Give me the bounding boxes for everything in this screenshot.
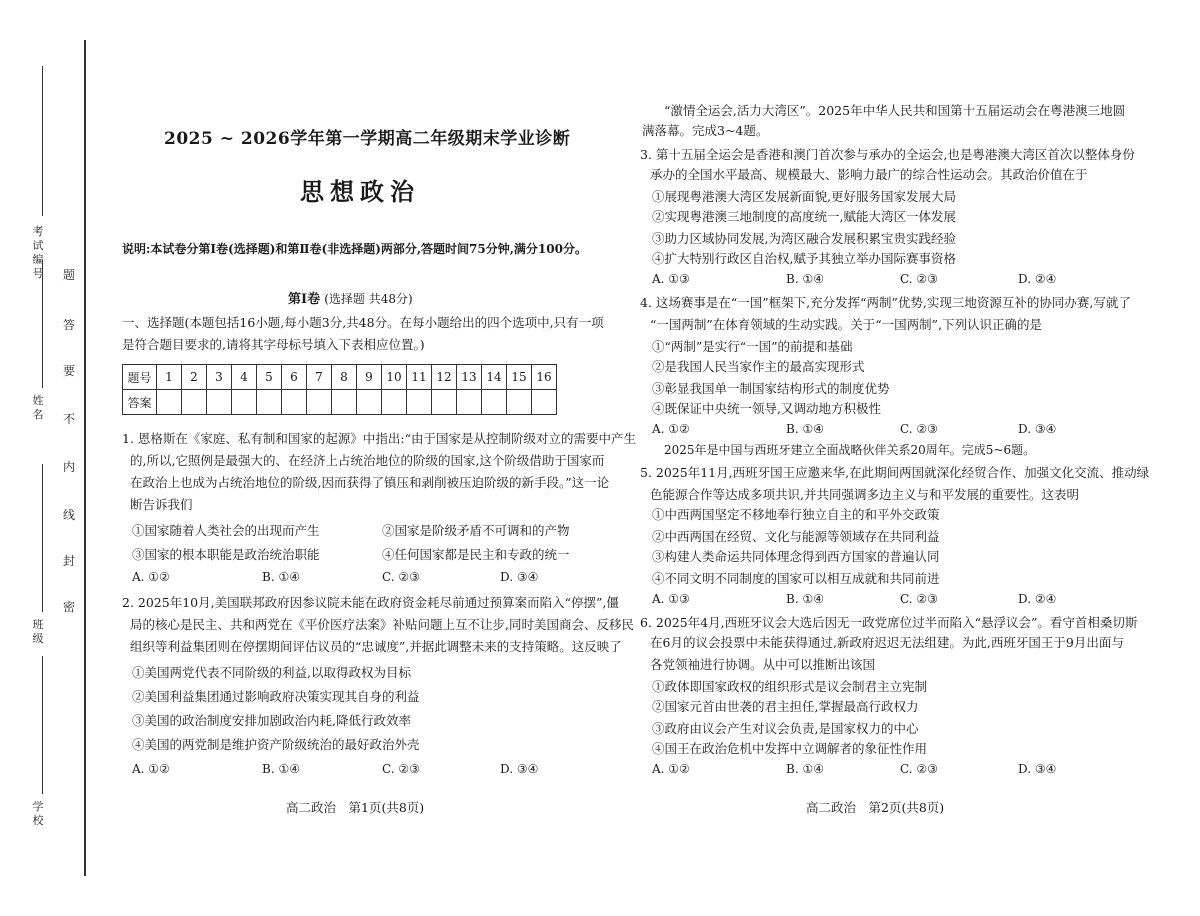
name-label: 姓 名 (32, 394, 44, 421)
q3-item: ①展现粤港澳大湾区发展新面貌,更好服务国家发展大局 (652, 189, 956, 204)
q4-item: ②是我国人民当家作主的最高实现形式 (652, 359, 865, 374)
exam-no-line (42, 66, 43, 216)
q3-item: ③助力区域协同发展,为湾区融合发展积累宝贵实践经验 (652, 231, 956, 246)
q2-item: ③美国的政治制度安排加剧政治内耗,降低行政效率 (132, 713, 411, 728)
table-header-cell: 答案 (123, 390, 157, 415)
page-footer-right: 高二政治 第2页(共8页) (806, 800, 945, 815)
q5-stem: 5. 2025年11月,西班牙国王应邀来华,在此期间两国就深化经贸合作、加强文化交流、推动绿 (640, 465, 1150, 480)
seal-char: 封 (62, 554, 75, 568)
question-number-cell: 7 (307, 365, 332, 390)
question-number-cell: 14 (482, 365, 507, 390)
answer-cell[interactable] (357, 390, 382, 415)
q3-choice-a[interactable]: A. ①③ (652, 272, 690, 286)
question-number-cell: 5 (257, 365, 282, 390)
school-line (42, 656, 43, 794)
class-line (42, 464, 43, 612)
q5-choice-b[interactable]: B. ①④ (786, 592, 824, 606)
question-number-cell: 9 (357, 365, 382, 390)
question-number-cell: 4 (232, 365, 257, 390)
q5-item: ①中西两国坚定不移地奉行独立自主的和平外交政策 (652, 507, 940, 522)
question-number-cell: 10 (382, 365, 407, 390)
q1-stem: 断告诉我们 (130, 497, 193, 512)
question-number-cell: 15 (507, 365, 532, 390)
answer-table-number-row (123, 365, 557, 390)
answer-cell[interactable] (157, 390, 182, 415)
subject-title: 思想政治 (300, 177, 420, 206)
answer-cell[interactable] (232, 390, 257, 415)
q1-item: ①国家随着人类社会的出现而产生 (132, 523, 320, 538)
q5-choice-d[interactable]: D. ②④ (1018, 592, 1057, 606)
question-number-cell: 2 (182, 365, 207, 390)
answer-table-answer-row (123, 390, 557, 415)
q3-choice-b[interactable]: B. ①④ (786, 272, 824, 286)
q6-item: ③政府由议会产生对议会负责,是国家权力的中心 (652, 721, 919, 736)
q3-choice-d[interactable]: D. ②④ (1018, 272, 1057, 286)
question-number-cell: 11 (407, 365, 432, 390)
question-number-cell: 16 (532, 365, 557, 390)
q1-stem: 在政治上也成为占统治地位的阶级,因而获得了镇压和剥削被压迫阶级的新手段。”这一论 (130, 475, 610, 490)
q6-choice-d[interactable]: D. ③④ (1018, 762, 1057, 776)
q4-choice-c[interactable]: C. ②③ (900, 422, 938, 436)
fold-line (84, 40, 86, 876)
q2-item: ②美国利益集团通过影响政府决策实现其自身的利益 (132, 689, 420, 704)
q2-stem: 2. 2025年10月,美国联邦政府因参议院未能在政府资金耗尽前通过预算案而陷入“停摆”,僵 (122, 595, 619, 610)
seal-char: 密 (62, 600, 75, 614)
answer-cell[interactable] (182, 390, 207, 415)
q1-choice-d[interactable]: D. ③④ (500, 570, 539, 584)
seal-char: 题 (62, 268, 75, 282)
answer-cell[interactable] (307, 390, 332, 415)
school-label: 学 校 (32, 800, 44, 827)
context-intro: 2025年是中国与西班牙建立全面战略伙伴关系20周年。完成5~6题。 (664, 443, 1036, 457)
part-intro-line: 一、选择题(本题包括16小题,每小题3分,共48分。在每小题给出的四个选项中,只有一项 (122, 315, 604, 330)
answer-table (122, 364, 557, 415)
q2-choice-a[interactable]: A. ①② (132, 762, 170, 776)
q5-item: ③构建人类命运共同体理念得到西方国家的普遍认同 (652, 549, 940, 564)
q6-item: ④国王在政治危机中发挥中立调解者的象征性作用 (652, 741, 928, 756)
answer-cell[interactable] (257, 390, 282, 415)
question-number-cell: 6 (282, 365, 307, 390)
question-number-cell: 3 (207, 365, 232, 390)
page-footer-left: 高二政治 第1页(共8页) (286, 800, 425, 815)
q4-stem: “一国两制”在体育领域的生动实践。关于“一国两制”,下列认识正确的是 (650, 317, 1043, 332)
seal-char: 线 (62, 508, 75, 522)
q1-stem: 的,所以,它照例是最强大的、在经济上占统治地位的阶级的国家,这个阶级借助于国家而 (130, 453, 605, 468)
answer-cell[interactable] (532, 390, 557, 415)
name-line (42, 260, 43, 388)
q6-choice-b[interactable]: B. ①④ (786, 762, 824, 776)
q4-item: ①“两制”是实行“一国”的前提和基础 (652, 339, 853, 354)
q5-item: ②中西两国在经贸、文化与能源等领域存在共同利益 (652, 529, 940, 544)
part-intro-line: 是符合题目要求的,请将其字母标号填入下表相应位置。) (122, 337, 425, 352)
q2-choice-c[interactable]: C. ②③ (382, 762, 420, 776)
q1-stem: 1. 恩格斯在《家庭、私有制和国家的起源》中指出:“由于国家是从控制阶级对立的需要中产生 (122, 431, 637, 446)
q6-stem: 各党领袖进行协调。从中可以推断出该国 (650, 657, 876, 672)
q5-item: ④不同文明不同制度的国家可以相互成就和共同前进 (652, 571, 940, 586)
q3-stem: 3. 第十五届全运会是香港和澳门首次参与承办的全运会,也是粤港澳大湾区首次以整体身份 (640, 147, 1135, 162)
q5-choice-a[interactable]: A. ①③ (652, 592, 690, 606)
exam-no-label: 考试编号 (32, 225, 44, 280)
context-intro: 满落幕。完成3~4题。 (642, 123, 769, 138)
q3-item: ②实现粤港澳三地制度的高度统一,赋能大湾区一体发展 (652, 209, 956, 224)
q1-item: ②国家是阶级矛盾不可调和的产物 (382, 523, 570, 538)
answer-cell[interactable] (382, 390, 407, 415)
q2-item: ①美国两党代表不同阶级的利益,以取得政权为目标 (132, 665, 411, 680)
q6-item: ①政体即国家政权的组织形式是议会制君主立宪制 (652, 679, 928, 694)
q1-choice-c[interactable]: C. ②③ (382, 570, 420, 584)
seal-char: 内 (62, 460, 75, 474)
q1-item: ④任何国家都是民主和专政的统一 (382, 547, 570, 562)
table-header-cell: 题号 (123, 365, 157, 390)
seal-char: 不 (62, 412, 75, 426)
question-number-cell: 13 (457, 365, 482, 390)
q2-stem: 组织等利益集团则在停摆期间评估议员的“忠诚度”,并据此调整未来的支持策略。这反映了 (130, 639, 622, 654)
q3-stem: 承办的全国水平最高、规模最大、影响力最广的综合性运动会。其政治价值在于 (650, 167, 1088, 182)
q5-stem: 色能源合作等达成多项共识,并共同强调多边主义与和平发展的重要性。这表明 (650, 487, 1079, 502)
q2-choice-d[interactable]: D. ③④ (500, 762, 539, 776)
q1-item: ③国家的根本职能是政治统治职能 (132, 547, 320, 562)
section-title: 第Ⅰ卷 (288, 292, 321, 307)
q6-stem: 在6月的议会投票中未能获得通过,新政府迟迟无法组建。为此,西班牙国王于9月出面与 (650, 635, 1124, 650)
section-subtitle: (选择题 共48分) (324, 292, 413, 306)
q2-choice-b[interactable]: B. ①④ (262, 762, 300, 776)
q1-choice-b[interactable]: B. ①④ (262, 570, 300, 584)
answer-cell[interactable] (482, 390, 507, 415)
answer-cell[interactable] (332, 390, 357, 415)
q5-choice-c[interactable]: C. ②③ (900, 592, 938, 606)
section-heading (288, 288, 413, 307)
question-number-cell: 12 (432, 365, 457, 390)
answer-cell[interactable] (432, 390, 457, 415)
q4-stem: 4. 这场赛事是在“一国”框架下,充分发挥“两制”优势,实现三地资源互补的协同办赛,写就了 (640, 295, 1131, 310)
question-number-cell: 8 (332, 365, 357, 390)
q6-choice-c[interactable]: C. ②③ (900, 762, 938, 776)
class-label: 班 级 (32, 618, 44, 645)
q1-choice-a[interactable]: A. ①② (132, 570, 170, 584)
answer-cell[interactable] (457, 390, 482, 415)
q2-stem: 局的核心是民主、共和两党在《平价医疗法案》补贴问题上互不让步,同时美国商会、反移民 (130, 617, 634, 632)
q4-choice-d[interactable]: D. ③④ (1018, 422, 1057, 436)
q2-item: ④美国的两党制是维护资产阶级统治的最好政治外壳 (132, 737, 420, 752)
q4-choice-b[interactable]: B. ①④ (786, 422, 824, 436)
q4-choice-a[interactable]: A. ①② (652, 422, 690, 436)
q6-stem: 6. 2025年4月,西班牙议会大选后因无一政党席位过半而陷入“悬浮议会”。看守首相桑切斯 (640, 615, 1138, 630)
q4-item: ③彰显我国单一制国家结构形式的制度优势 (652, 381, 890, 396)
q3-item: ④扩大特别行政区自治权,赋予其独立举办国际赛事资格 (652, 251, 956, 266)
answer-cell[interactable] (407, 390, 432, 415)
instructions: 说明:本试卷分第Ⅰ卷(选择题)和第Ⅱ卷(非选择题)两部分,答题时间75分钟,满分100分。 (122, 242, 587, 256)
answer-cell[interactable] (207, 390, 232, 415)
q6-item: ②国家元首由世袭的君主担任,掌握最高行政权力 (652, 699, 919, 714)
question-number-cell: 1 (157, 365, 182, 390)
context-intro: “激情全运会,活力大湾区”。2025年中华人民共和国第十五届运动会在粤港澳三地圆 (664, 103, 1126, 118)
answer-cell[interactable] (282, 390, 307, 415)
q3-choice-c[interactable]: C. ②③ (900, 272, 938, 286)
answer-cell[interactable] (507, 390, 532, 415)
q6-choice-a[interactable]: A. ①② (652, 762, 690, 776)
seal-char: 答 (62, 318, 75, 332)
q4-item: ④既保证中央统一领导,又调动地方积极性 (652, 401, 881, 416)
seal-char: 要 (62, 364, 75, 378)
exam-title: 2025 ~ 2026学年第一学期高二年级期末学业诊断 (164, 129, 571, 149)
